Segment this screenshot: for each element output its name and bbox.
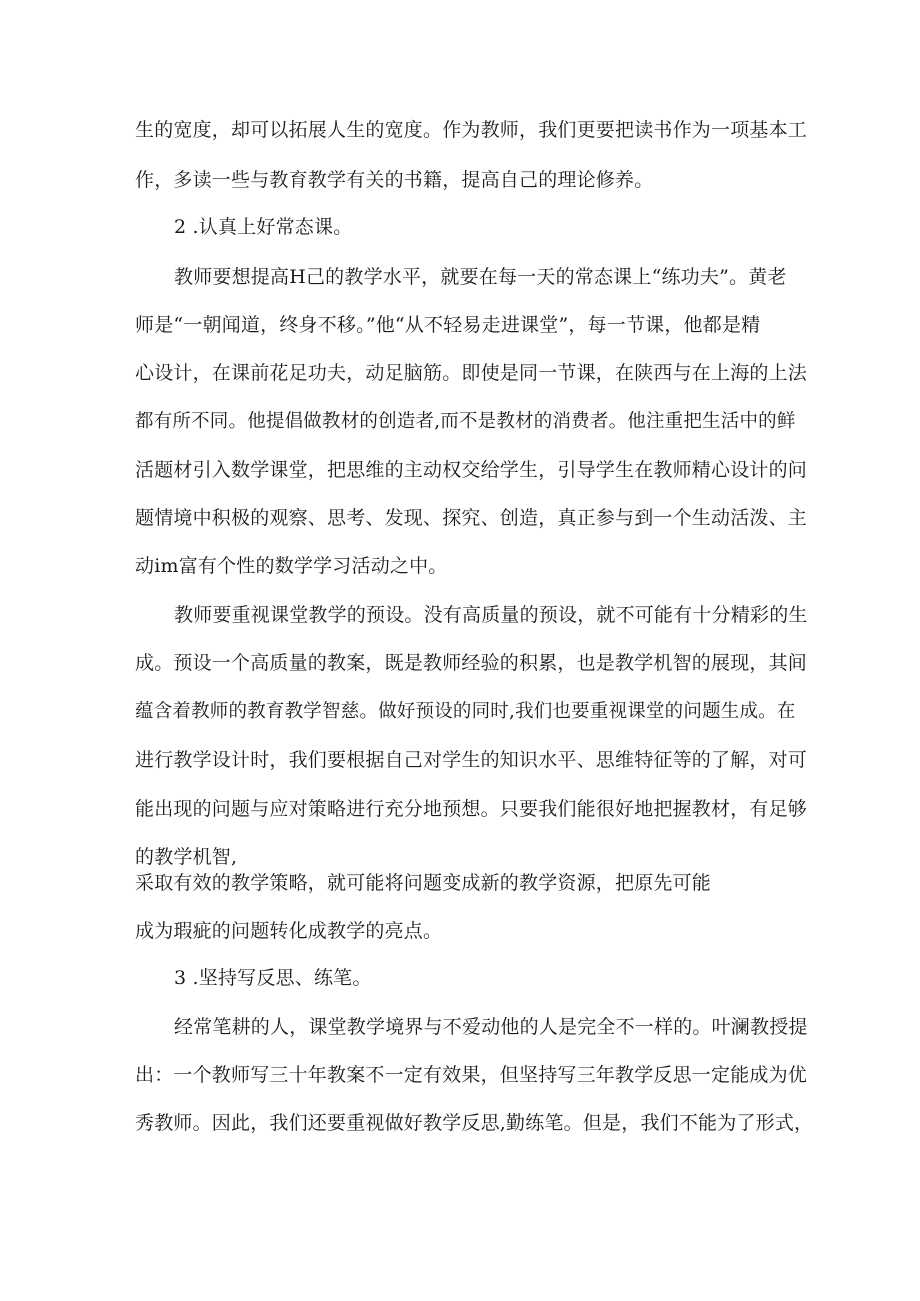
text-line: 成。预设一个高质量的教案，既是教师经验的积累，也是教学机智的展现，其间 xyxy=(135,652,808,674)
text-line: 教师要想提高H己的教学水平，就要在每一天的常态课上“练功夫”。黄老 xyxy=(174,266,787,288)
text-line: 作，多读一些与教育教学有关的书籍，提高自己的理论修养。 xyxy=(135,169,654,191)
section-heading: 2 .认真上好常态课。 xyxy=(174,216,353,238)
text-line: 题情境中积极的观察、思考、发现、探究、创造，真正参与到一个生动活泼、主 xyxy=(135,507,808,529)
text-line: 的教学机智, xyxy=(135,846,238,868)
text-line: 出：一个教师写三十年教案不一定有效果，但坚持写三年教学反思一定能成为优 xyxy=(135,1064,808,1086)
text-line: 秀教师。因此，我们还要重视做好教学反思,勤练笔。但是，我们不能为了形式， xyxy=(135,1112,814,1134)
text-line: 采取有效的教学策略，就可能将问题变成新的教学资源，把原先可能 xyxy=(135,872,712,894)
text-line: 都有所不同。他提倡做教材的创造者,而不是教材的消费者。他注重把生活中的鲜 xyxy=(135,411,796,432)
text-line: 动im富有个性的数学学习活动之中。 xyxy=(135,555,448,577)
section-heading: 3 .坚持写反思、练笔。 xyxy=(174,967,372,989)
text-line: 能出现的问题与应对策略进行充分地预想。只要我们能很好地把握教材，有足够 xyxy=(135,798,808,820)
text-line: 经常笔耕的人，课堂教学境界与不爱动他的人是完全不一样的。叶澜教授提 xyxy=(174,1016,808,1038)
text-line: 生的宽度，却可以拓展人生的宽度。作为教师，我们更要把读书作为一项基本工 xyxy=(135,119,808,141)
text-line: 师是“一朝闻道，终身不移。”他“从不轻易走进课堂”，每一节课，他都是精 xyxy=(135,314,761,336)
text-line: 进行教学设计时，我们要根据自己对学生的知识水平、思维特征等的了解，对可 xyxy=(135,749,808,771)
text-line: 活题材引入数学课堂，把思维的主动权交给学生，引导学生在教师精心设计的问 xyxy=(135,459,808,481)
text-line: 蕴含着教师的教育教学智慈。做好预设的同时,我们也要重视课堂的问题生成。在 xyxy=(135,701,796,722)
text-line: 心设计，在课前花足功夫，动足脑筋。即使是同一节课，在陕西与在上海的上法 xyxy=(135,362,808,384)
text-line: 教师要重视课堂教学的预设。没有高质量的预设，就不可能有十分精彩的生 xyxy=(174,604,808,626)
text-line: 成为瑕疵的问题转化成教学的亮点。 xyxy=(135,920,443,942)
